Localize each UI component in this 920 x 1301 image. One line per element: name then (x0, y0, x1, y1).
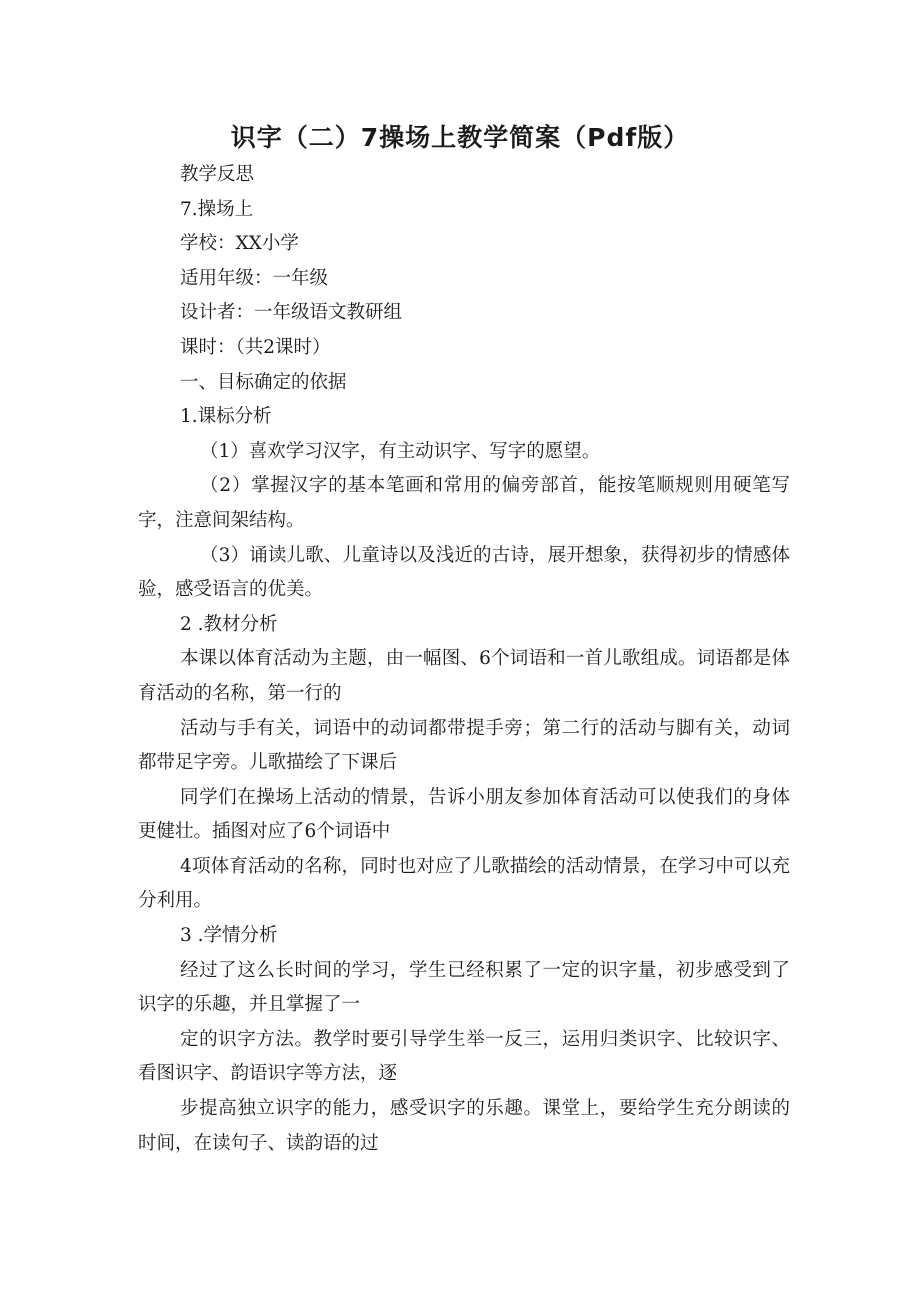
paragraph: 定的识字方法。教学时要引导学生举一反三，运用归类识字、比较识字、看图识字、韵语识字等方法，逐 (138, 1028, 790, 1085)
document-body (138, 158, 790, 1161)
document-title: 识字（二）7操场上教学简案（Pdf版） (230, 123, 690, 152)
paragraph: （1）喜欢学习汉字，有主动识字、写字的愿望。 (200, 440, 601, 462)
text-line: 课时：（共2课时） (180, 336, 331, 358)
paragraph: （3）诵读儿歌、儿童诗以及浅近的古诗，展开想象，获得初步的情感体验，感受语言的优美。 (138, 544, 790, 601)
section-heading: 一、目标确定的依据 (180, 371, 347, 393)
subsection-heading: 1.课标分析 (180, 406, 272, 428)
subsection-heading: 3 .学情分析 (180, 925, 278, 947)
paragraph: 经过了这么长时间的学习，学生已经积累了一定的识字量，初步感受到了识字的乐趣，并且掌握了一 (138, 959, 790, 1016)
paragraph: 4项体育活动的名称，同时也对应了儿歌描绘的活动情景，在学习中可以充分利用。 (138, 855, 790, 912)
text-line: 7.操场上 (180, 198, 254, 220)
text-line: 教学反思 (180, 164, 255, 185)
paragraph: 同学们在操场上活动的情景，告诉小朋友参加体育活动可以使我们的身体更健壮。插图对应了6个词语中 (138, 786, 790, 843)
text-line: 设计者：一年级语文教研组 (180, 302, 403, 324)
paragraph: 活动与手有关，词语中的动词都带提手旁；第二行的活动与脚有关，动词都带足字旁。儿歌描绘了下课后 (138, 717, 790, 774)
subsection-heading: 2 .教材分析 (180, 613, 278, 635)
paragraph: 步提高独立识字的能力，感受识字的乐趣。课堂上，要给学生充分朗读的时间，在读句子、读韵语的过 (138, 1098, 790, 1154)
paragraph: （2）掌握汉字的基本笔画和常用的偏旁部首，能按笔顺规则用硬笔写字，注意间架结构。 (138, 475, 790, 531)
text-line: 学校：XX小学 (180, 233, 299, 255)
paragraph: 本课以体育活动为主题，由一幅图、6个词语和一首儿歌组成。词语都是体育活动的名称，第一行的 (138, 648, 790, 704)
text-line: 适用年级：一年级 (180, 267, 329, 289)
